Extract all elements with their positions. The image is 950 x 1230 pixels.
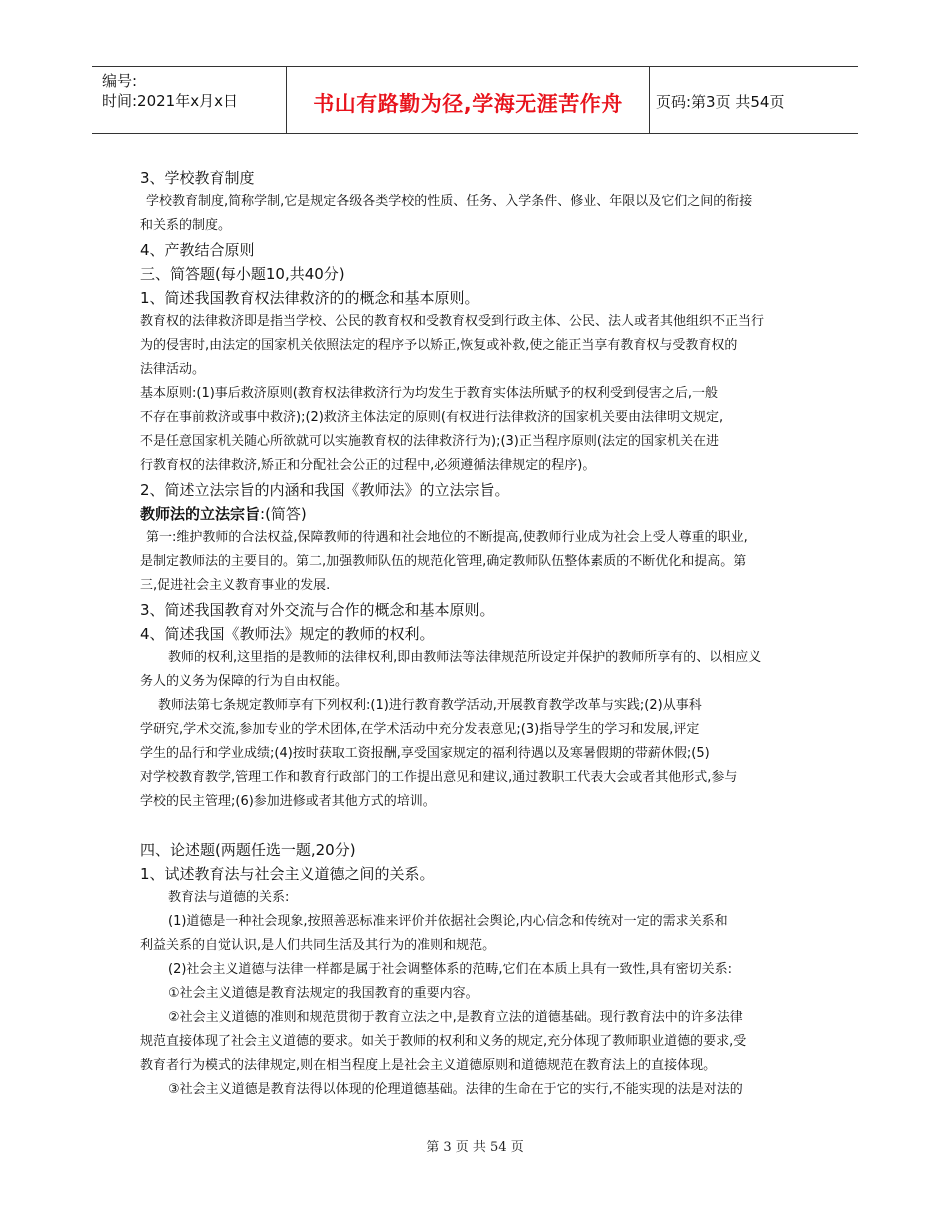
paragraph-line: ③社会主义道德是教育法得以体现的伦理道德基础。法律的生命在于它的实行,不能实现的法是对法的 bbox=[168, 1082, 743, 1097]
paragraph-line: 行教育权的法律救济,矫正和分配社会公正的过程中,必须遵循法律规定的程序)。 bbox=[140, 458, 596, 473]
paragraph-line: 教师法第七条规定教师享有下列权利:(1)进行教育教学活动,开展教育教学改革与实践;(2)从事科 bbox=[158, 698, 702, 713]
paragraph-line: 规范直接体现了社会主义道德的要求。如关于教师的权利和义务的规定,充分体现了教师职业道德的要求,受 bbox=[140, 1034, 747, 1049]
paragraph-line: 不存在事前救济或事中救济);(2)救济主体法定的原则(有权进行法律救济的国家机关要由法律明文规定, bbox=[140, 410, 724, 425]
part-heading: 四、论述题(两题任选一题,20分) bbox=[140, 841, 356, 859]
header-left-cell bbox=[92, 67, 286, 133]
blank-line bbox=[140, 814, 812, 838]
paragraph-line: 法律活动。 bbox=[140, 362, 206, 377]
answer-heading bbox=[140, 502, 812, 526]
paragraph-line: 务人的义务为保障的行为自由权能。 bbox=[140, 674, 349, 689]
paragraph-line: 对学校教育教学,管理工作和教育行政部门的工作提出意见和建议,通过教职工代表大会或者其他形式,参与 bbox=[140, 770, 738, 785]
paragraph-line: 第一:维护教师的合法权益,保障教师的待遇和社会地位的不断提高,使教师行业成为社会上受人尊重的职业, bbox=[146, 530, 748, 545]
paragraph-line: 学校的民主管理;(6)参加进修或者其他方式的培训。 bbox=[140, 794, 436, 809]
section-heading: 4、产教结合原则 bbox=[140, 241, 255, 259]
question-heading: 3、简述我国教育对外交流与合作的概念和基本原则。 bbox=[140, 601, 495, 619]
question-heading: 4、简述我国《教师法》规定的教师的权利。 bbox=[140, 625, 435, 643]
paragraph-line: ②社会主义道德的准则和规范贯彻于教育立法之中,是教育立法的道德基础。现行教育法中的许多法律 bbox=[168, 1010, 743, 1025]
question-heading: 1、试述教育法与社会主义道德之间的关系。 bbox=[140, 865, 435, 883]
answer-heading-note: :(简答) bbox=[260, 505, 307, 523]
paragraph-line: 三,促进社会主义教育事业的发展. bbox=[140, 578, 331, 593]
paragraph-line: 教育权的法律救济即是指当学校、公民的教育权和受教育权受到行政主体、公民、法人或者其他组织不正当行 bbox=[140, 314, 765, 329]
paragraph-line: 和关系的制度。 bbox=[140, 218, 232, 233]
part-heading: 三、简答题(每小题10,共40分) bbox=[140, 265, 345, 283]
paragraph-line: ①社会主义道德是教育法规定的我国教育的重要内容。 bbox=[168, 986, 479, 1001]
paragraph-line: 学研究,学术交流,参加专业的学术团体,在学术活动中充分发表意见;(3)指导学生的学习和发展,评定 bbox=[140, 722, 700, 737]
time-label: 时间:2021年x月x日 bbox=[102, 92, 238, 110]
motto: 书山有路勤为径,学海无涯苦作舟 bbox=[313, 92, 623, 116]
paragraph-line: (1)道德是一种社会现象,按照善恶标准来评价并依据社会舆论,内心信念和传统对一定的需求关系和 bbox=[168, 914, 728, 929]
paragraph-line: 教育者行为模式的法律规定,则在相当程度上是社会主义道德原则和道德规范在教育法上的直接体现。 bbox=[140, 1058, 717, 1073]
header-center-cell bbox=[286, 67, 650, 133]
paragraph-line: 是制定教师法的主要目的。第二,加强教师队伍的规范化管理,确定教师队伍整体素质的不断优化和提高。第 bbox=[140, 554, 747, 569]
paragraph-line: 教育法与道德的关系: bbox=[168, 890, 290, 905]
paragraph-line: 学校教育制度,简称学制,它是规定各级各类学校的性质、任务、入学条件、修业、年限以及它们之间的衔接 bbox=[146, 194, 753, 209]
paragraph-line: 学生的品行和学业成绩;(4)按时获取工资报酬,享受国家规定的福利待遇以及寒暑假期的带薪休假;(5) bbox=[140, 746, 710, 761]
header-right-cell bbox=[648, 67, 858, 133]
question-heading: 1、简述我国教育权法律救济的的概念和基本原则。 bbox=[140, 289, 480, 307]
page-footer: 第 3 页 共 54 页 bbox=[426, 1140, 524, 1155]
paragraph-line: 不是任意国家机关随心所欲就可以实施教育权的法律救济行为);(3)正当程序原则(法定的国家机关在进 bbox=[140, 434, 719, 449]
paragraph-line: 基本原则:(1)事后救济原则(教育权法律救济行为均发生于教育实体法所赋予的权利受到侵害之后,一般 bbox=[140, 386, 718, 401]
document-body bbox=[140, 166, 812, 1102]
paragraph-line: 教师的权利,这里指的是教师的法律权利,即由教师法等法律规范所设定并保护的教师所享有的、以相应义 bbox=[168, 650, 762, 665]
number-label: 编号: bbox=[102, 72, 138, 90]
page-info: 页码:第3页 共54页 bbox=[656, 93, 785, 111]
section-heading: 3、学校教育制度 bbox=[140, 169, 255, 187]
question-heading: 2、简述立法宗旨的内涵和我国《教师法》的立法宗旨。 bbox=[140, 481, 510, 499]
paragraph-line: (2)社会主义道德与法律一样都是属于社会调整体系的范畴,它们在本质上具有一致性,具有密切关系: bbox=[168, 962, 733, 977]
paragraph-line: 为的侵害时,由法定的国家机关依照法定的程序予以矫正,恢复或补救,使之能正当享有教育权与受教育权的 bbox=[140, 338, 738, 353]
answer-heading-bold: 教师法的立法宗旨 bbox=[140, 505, 261, 523]
page-header bbox=[92, 66, 858, 134]
paragraph-line: 利益关系的自觉认识,是人们共同生活及其行为的准则和规范。 bbox=[140, 938, 496, 953]
